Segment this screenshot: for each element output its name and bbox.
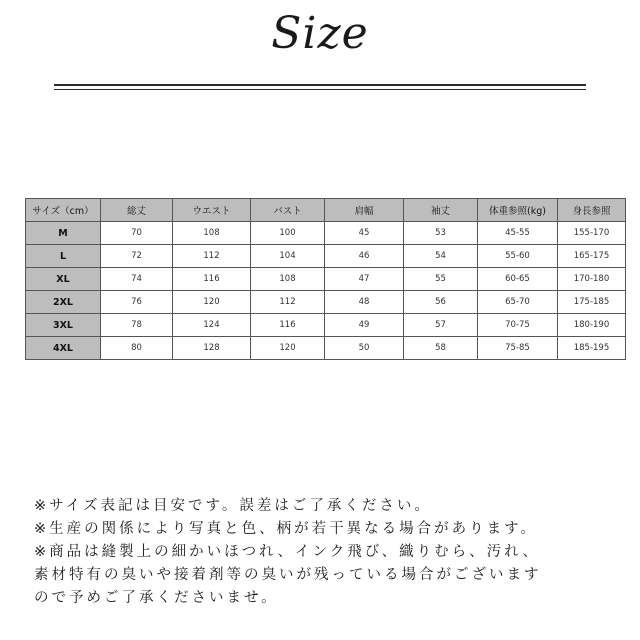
cell-weight: 45-55 (478, 222, 558, 245)
cell-shoulder: 49 (325, 314, 404, 337)
cell-bust: 108 (251, 268, 325, 291)
cell-size: L (26, 245, 101, 268)
page-title: Size (271, 8, 369, 59)
cell-size: 2XL (26, 291, 101, 314)
cell-sleeve: 53 (404, 222, 478, 245)
cell-weight: 55-60 (478, 245, 558, 268)
cell-height: 170-180 (558, 268, 626, 291)
table-row (26, 268, 626, 291)
header-bust: バスト (251, 199, 325, 222)
cell-size: 3XL (26, 314, 101, 337)
cell-weight: 60-65 (478, 268, 558, 291)
note-line: ※サイズ表記は目安です。誤差はご了承ください。 (34, 498, 432, 514)
cell-shoulder: 45 (325, 222, 404, 245)
table-row (26, 337, 626, 360)
notes-block (34, 495, 624, 610)
cell-sleeve: 56 (404, 291, 478, 314)
table-header-row (26, 199, 626, 222)
header-shoulder: 肩幅 (325, 199, 404, 222)
cell-size: 4XL (26, 337, 101, 360)
cell-height: 180-190 (558, 314, 626, 337)
cell-weight: 65-70 (478, 291, 558, 314)
header-size: サイズ（cm） (26, 199, 101, 222)
cell-height: 175-185 (558, 291, 626, 314)
cell-total-length: 78 (101, 314, 173, 337)
table-row (26, 291, 626, 314)
cell-bust: 116 (251, 314, 325, 337)
header-waist: ウエスト (173, 199, 251, 222)
cell-shoulder: 50 (325, 337, 404, 360)
cell-total-length: 76 (101, 291, 173, 314)
cell-height: 165-175 (558, 245, 626, 268)
cell-waist: 116 (173, 268, 251, 291)
cell-bust: 120 (251, 337, 325, 360)
cell-sleeve: 57 (404, 314, 478, 337)
header-weight: 体重参照(kg) (478, 199, 558, 222)
cell-height: 185-195 (558, 337, 626, 360)
header-height: 身長参照 (558, 199, 626, 222)
cell-waist: 108 (173, 222, 251, 245)
cell-size: XL (26, 268, 101, 291)
table-row (26, 245, 626, 268)
cell-total-length: 72 (101, 245, 173, 268)
cell-weight: 70-75 (478, 314, 558, 337)
cell-sleeve: 58 (404, 337, 478, 360)
title-divider-thick (54, 84, 586, 86)
title-divider-thin (54, 89, 586, 90)
note-line: 素材特有の臭いや接着剤等の臭いが残っている場合がございます (34, 567, 542, 583)
cell-bust: 104 (251, 245, 325, 268)
note-line: ※商品は縫製上の細かいほつれ、インク飛び、織りむら、汚れ、 (34, 544, 541, 560)
cell-sleeve: 55 (404, 268, 478, 291)
cell-total-length: 70 (101, 222, 173, 245)
cell-total-length: 80 (101, 337, 173, 360)
cell-total-length: 74 (101, 268, 173, 291)
cell-size: M (26, 222, 101, 245)
cell-waist: 120 (173, 291, 251, 314)
cell-shoulder: 46 (325, 245, 404, 268)
cell-bust: 112 (251, 291, 325, 314)
cell-waist: 124 (173, 314, 251, 337)
header-total-length: 総丈 (101, 199, 173, 222)
size-table (25, 198, 626, 360)
cell-waist: 112 (173, 245, 251, 268)
table-row (26, 314, 626, 337)
cell-height: 155-170 (558, 222, 626, 245)
cell-sleeve: 54 (404, 245, 478, 268)
header-sleeve: 袖丈 (404, 199, 478, 222)
cell-weight: 75-85 (478, 337, 558, 360)
cell-bust: 100 (251, 222, 325, 245)
cell-waist: 128 (173, 337, 251, 360)
note-line: ので予めご了承くださいませ。 (34, 590, 279, 606)
note-line: ※生産の関係により写真と色、柄が若干異なる場合があります。 (34, 521, 538, 537)
cell-shoulder: 48 (325, 291, 404, 314)
table-row (26, 222, 626, 245)
cell-shoulder: 47 (325, 268, 404, 291)
